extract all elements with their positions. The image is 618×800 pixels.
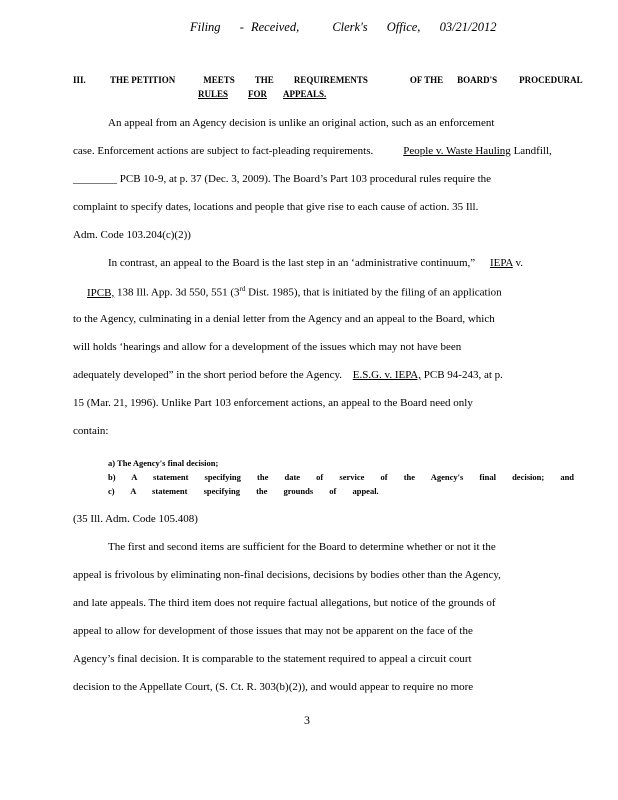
case-citation: IPCB, xyxy=(87,286,115,299)
p2-line1 xyxy=(108,257,523,269)
p1-line5: Adm. Code 103.204(c)(2)) xyxy=(73,229,191,241)
list-item-a: a) The Agency's final decision; xyxy=(108,458,219,468)
p2-line5 xyxy=(73,369,503,381)
text: 138 Ill. App. 3d 550, 551 (3 xyxy=(114,286,240,299)
section-number: III. xyxy=(73,75,86,85)
text: v. xyxy=(512,257,524,269)
header-office: Office, xyxy=(386,20,421,34)
filing-header xyxy=(190,20,509,35)
title-word: THE xyxy=(254,75,274,85)
text: case. Enforcement actions are subject to fact-pleading requirements. xyxy=(73,145,374,157)
list-item-b: b) A statement specifying the date of service of the Agency's final decision; and xyxy=(108,472,575,482)
list-item-c: c) A statement specifying the grounds of appeal. xyxy=(108,486,379,496)
title-word: FOR xyxy=(248,89,268,99)
title-word: REQUIREMENTS xyxy=(293,75,368,85)
header-date: 03/21/2012 xyxy=(439,20,497,34)
title-word: BOARD'S xyxy=(457,75,498,85)
p3-line4: appeal to allow for development of those issues that may not be apparent on the face of the xyxy=(73,625,473,637)
title-word: RULES xyxy=(198,89,229,99)
text: Dist. 1985), that is initiated by the filing of an application xyxy=(245,286,502,299)
p2-line7: contain: xyxy=(73,425,109,437)
title-word: APPEALS. xyxy=(283,89,327,99)
case-citation: IEPA xyxy=(489,257,513,269)
p2-line6: 15 (Mar. 21, 1996). Unlike Part 103 enforcement actions, an appeal to the Board need only xyxy=(73,397,473,409)
title-word: OF THE xyxy=(409,75,444,85)
title-word: MEETS xyxy=(203,75,235,85)
title-word: THE PETITION xyxy=(110,75,176,85)
citation: (35 Ill. Adm. Code 105.408) xyxy=(73,513,198,525)
text: PCB 10-9, at p. 37 (Dec. 3, 2009). The Board’s Part 103 procedural rules require the xyxy=(117,173,492,185)
case-citation: People v. Waste Hauling xyxy=(403,145,511,157)
p1-line1: An appeal from an Agency decision is unlike an original action, such as an enforcement xyxy=(108,117,495,129)
header-filing: Filing xyxy=(190,20,221,34)
p3-line2: appeal is frivolous by eliminating non-final decisions, decisions by bodies other than the Agency, xyxy=(73,569,501,581)
p3-line3: and late appeals. The third item does not require factual allegations, but notice of the grounds of xyxy=(73,597,496,609)
p3-line1: The first and second items are sufficient for the Board to determine whether or not it the xyxy=(108,541,496,553)
p1-line3 xyxy=(73,173,491,185)
p1-line2 xyxy=(73,145,552,157)
title-word: PROCEDURAL xyxy=(519,75,583,85)
p3-line5: Agency’s final decision. It is comparable to the statement required to appeal a circuit court xyxy=(73,653,472,665)
text: In contrast, an appeal to the Board is the last step in an ‘administrative continuum,” xyxy=(108,257,476,269)
case-citation: E.S.G. v. IEPA, xyxy=(352,369,422,381)
section-title-line1 xyxy=(110,75,583,85)
p1-line4: complaint to specify dates, locations and people that give rise to each cause of action. 35 Ill. xyxy=(73,201,479,213)
p3-line6: decision to the Appellate Court, (S. Ct. R. 303(b)(2)), and would appear to require no more xyxy=(73,681,474,693)
p2-line2 xyxy=(73,285,502,299)
header-clerks: Clerk's xyxy=(332,20,368,34)
p2-line3: to the Agency, culminating in a denial letter from the Agency and an appeal to the Board, which xyxy=(73,313,495,325)
header-received: - Received, xyxy=(239,20,300,34)
superscript: rd xyxy=(239,285,246,293)
text: PCB 94-243, at p. xyxy=(421,369,503,381)
p2-line4: will holds ‘hearings and allow for a development of the issues which may not have been xyxy=(73,341,462,353)
text: Landfill, xyxy=(510,145,552,157)
page-number: 3 xyxy=(304,713,310,727)
section-title-line2 xyxy=(110,89,326,99)
text: ________ xyxy=(73,173,117,185)
text: adequately developed” in the short period before the Agency. xyxy=(73,369,342,381)
